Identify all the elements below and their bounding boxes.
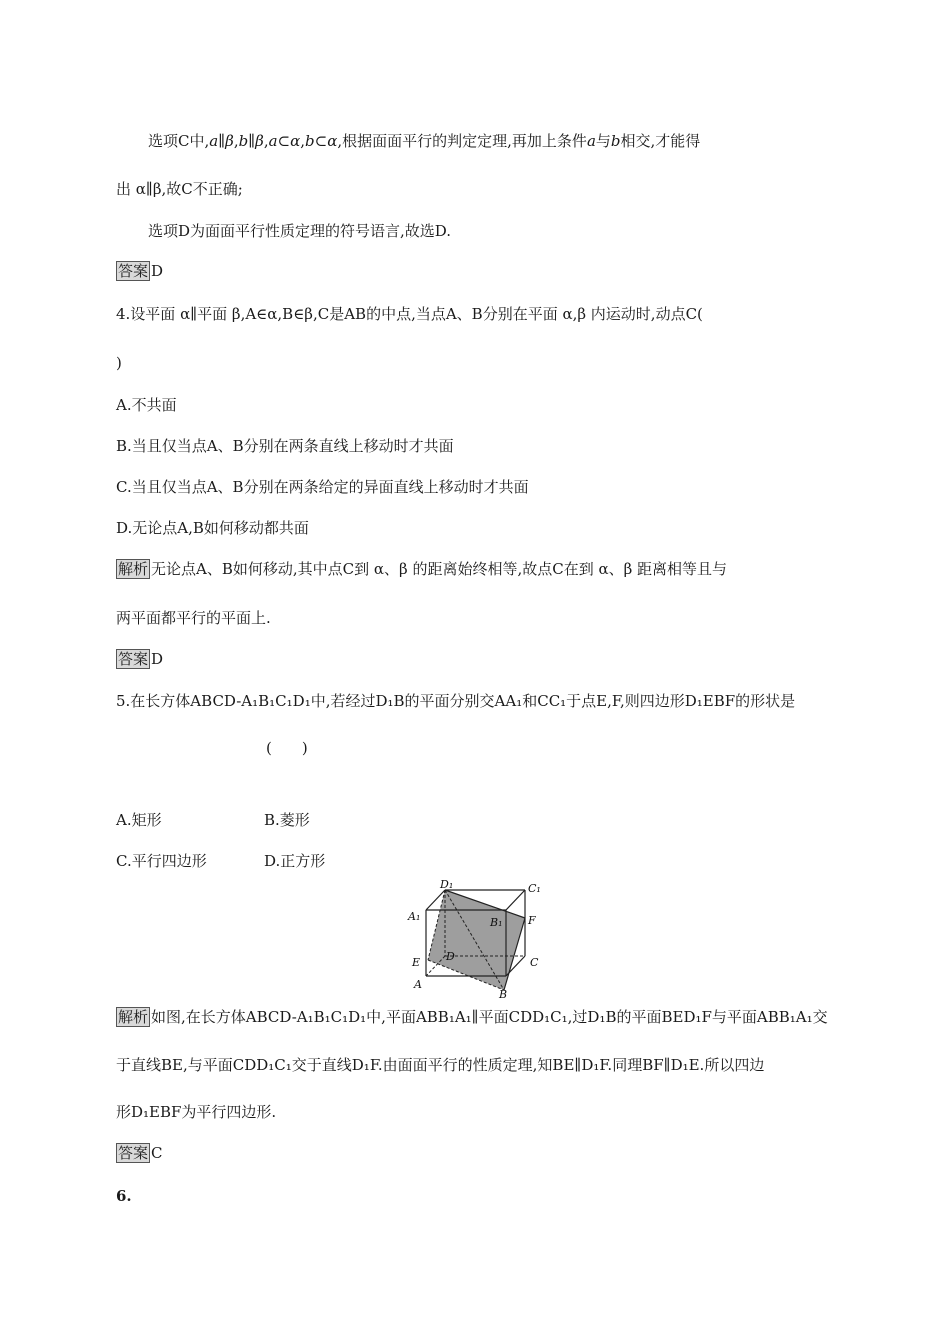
label-d: D bbox=[446, 950, 455, 963]
q4-answer bbox=[116, 648, 163, 670]
q3-option-d-text: 选项D为面面平行性质定理的符号语言,故选D. bbox=[148, 222, 452, 240]
label-d1: D₁ bbox=[440, 880, 454, 891]
q3-option-c-line1: 选项C中,a∥β,b∥β,a⊂α,b⊂α,根据面面平行的判定定理,再加上条件a与b相交,才能得 bbox=[148, 132, 701, 150]
q5-stem-line2: ( ) bbox=[266, 739, 308, 757]
q5-analysis-line2: 于直线BE,与平面CDD₁C₁交于直线D₁F.由面面平行的性质定理,知BE∥D₁F.同理BF∥D₁E.所以四边 bbox=[116, 1056, 765, 1074]
cuboid-figure bbox=[400, 880, 550, 1000]
q4-option-b: B.当且仅当点A、B分别在两条直线上移动时才共面 bbox=[116, 437, 454, 455]
q4-analysis-line2: 两平面都平行的平面上. bbox=[116, 609, 271, 627]
q3-option-c-line2: 出 α∥β,故C不正确; bbox=[116, 180, 243, 198]
q4-stem-line1: 4.设平面 α∥平面 β,A∈α,B∈β,C是AB的中点,当点A、B分别在平面 α,β 内运动时,动点C( bbox=[116, 305, 703, 323]
edge-c1b1 bbox=[506, 890, 525, 910]
q3-answer bbox=[116, 260, 163, 282]
q5-option-d: D.正方形 bbox=[264, 852, 326, 870]
answer-tag: 答案 bbox=[118, 650, 149, 668]
q4-option-c: C.当且仅当点A、B分别在两条给定的异面直线上移动时才共面 bbox=[116, 478, 529, 496]
q5-answer bbox=[116, 1142, 163, 1164]
q4-stem-line2: ) bbox=[116, 354, 122, 372]
analysis-tag: 解析 bbox=[118, 1008, 149, 1026]
q5-analysis-line3: 形D₁EBF为平行四边形. bbox=[116, 1103, 277, 1121]
answer-tag: 答案 bbox=[118, 262, 149, 280]
q5-analysis-line1: 解析 如图,在长方体ABCD-A₁B₁C₁D₁中,平面ABB₁A₁∥平面CDD₁C₁,过D₁B的平面BED₁F与平面ABB₁A₁交 bbox=[118, 1008, 828, 1026]
q4-analysis-line1: 解析 无论点A、B如何移动,其中点C到 α、β 的距离始终相等,故点C在到 α、β 距离相等且与 bbox=[118, 560, 728, 578]
answer-tag: 答案 bbox=[118, 1144, 149, 1162]
answer-value: D bbox=[151, 650, 164, 668]
answer-value: D bbox=[151, 262, 164, 280]
label-e: E bbox=[412, 956, 421, 969]
label-a1: A₁ bbox=[408, 910, 421, 923]
q4-option-d: D.无论点A,B如何移动都共面 bbox=[116, 519, 309, 537]
analysis-tag: 解析 bbox=[118, 560, 149, 578]
label-a: A bbox=[414, 978, 422, 991]
label-b: B bbox=[499, 988, 508, 1000]
q5-stem-line1: 5.在长方体ABCD-A₁B₁C₁D₁中,若经过D₁B的平面分别交AA₁和CC₁于点E,F,则四边形D₁EBF的形状是 bbox=[116, 692, 796, 710]
answer-value: C bbox=[151, 1144, 163, 1162]
q5-option-a: A.矩形 bbox=[116, 811, 162, 829]
label-c: C bbox=[530, 956, 539, 969]
label-b1: B₁ bbox=[490, 916, 503, 929]
q6-number: 6. bbox=[116, 1187, 132, 1205]
q5-option-c: C.平行四边形 bbox=[116, 852, 207, 870]
label-c1: C₁ bbox=[528, 882, 541, 895]
q5-option-b: B.菱形 bbox=[264, 811, 310, 829]
q4-option-a: A.不共面 bbox=[116, 396, 177, 414]
label-f: F bbox=[528, 914, 536, 927]
